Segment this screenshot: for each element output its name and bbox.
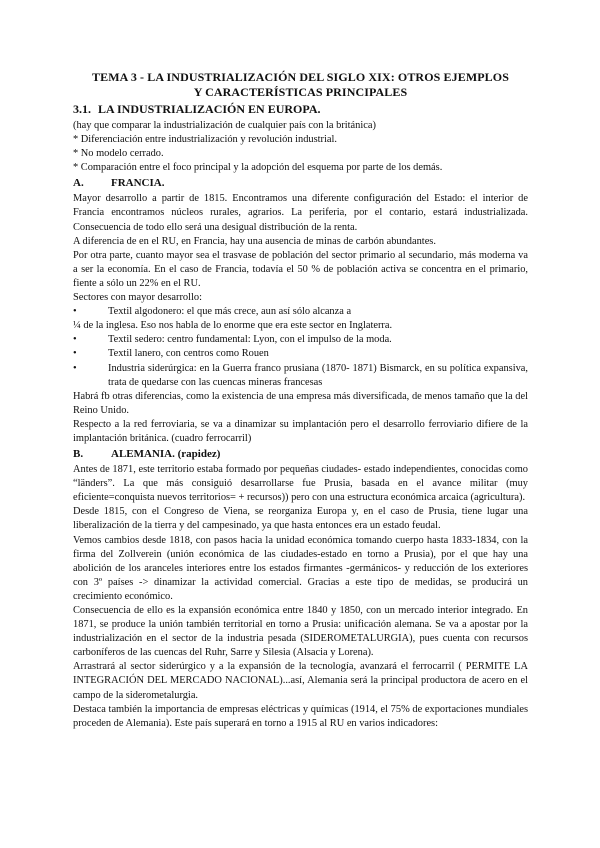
section-title: LA INDUSTRIALIZACIÓN EN EUROPA. [98,102,321,116]
subsection-alemania-heading [73,447,528,462]
bullet-mark: • [73,334,77,346]
intro-point-2: * No modelo cerrado. [73,148,164,160]
section-number: 3.1. [73,102,91,116]
alemania-paragraph-2: Desde 1815, con el Congreso de Viena, se reorganiza Europa y, en el caso de Prusia, tiene lugar una liberalización de la tierra y del campesinado, ya que hasta entonces era un estado feudal. [73,506,528,532]
bullet-item [73,347,528,361]
bullet-item [73,333,528,347]
francia-bullet-continuation: ¼ de la inglesa. Eso nos habla de lo enorme que era este sector en Inglaterra. [73,320,393,332]
section-heading [73,102,528,117]
alemania-paragraph-6: Destaca también la importancia de empresas eléctricas y químicas (1914, el 75% de exportaciones mundiales proceden de Alemania). Este país superará en torno a 1915 al RU en varios indicadores: [73,703,528,729]
francia-paragraph-4: Sectores con mayor desarrollo: [73,292,202,304]
bullet-text: Industria siderúrgica: en la Guerra franco prusiana (1870- 1871) Bismarck, en su política expansiva, trata de quedarse con las cuencas mineras francesas [108,362,528,388]
subsection-title: FRANCIA. [111,177,165,190]
francia-paragraph-6: Respecto a la red ferroviaria, se va a dinamizar su implantación pero el desarrollo ferroviario difiere de la implantación británica. (cuadro ferrocarril) [73,418,528,444]
francia-paragraph-5: Habrá fb otras diferencias, como la existencia de una empresa más diversificada, de menos tamaño que la del Reino Unido. [73,390,528,416]
subsection-title: ALEMANIA. (rapidez) [111,448,221,461]
bullet-item [73,362,528,390]
alemania-paragraph-5: Arrastrará al sector siderúrgico y a la expansión de la tecnología, avanzará el ferrocarril ( PERMITE LA INTEGRACIÓN DEL MERCADO NACIONAL)...así, Alemania será la principal productora de acero en el campo de la siderometalurgia. [73,661,528,701]
alemania-paragraph-4: Consecuencia de ello es la expansión económica entre 1840 y 1850, con un mercado interior integrado. En 1871, se produce la unión también territorial en torno a Prusia: unificación alemana. Se va a apostar por la industrialización en el sector de la industria pesada (SIDEROMETALURGIA), pues cuenta con recursos carboníferos de las cuencas del Ruhr, Sarre y Silesia (Alsacia y Lorena). [73,605,528,659]
alemania-paragraph-3: Vemos cambios desde 1818, con pasos hacia la unidad económica tomando cuerpo hasta 1833-1834, con la firma del Zollverein (unión económica de las ciudades-estado en torno a Prusia), por el que hay una abolición de los aranceles interiores entre los estados firmantes -germánicos- y reducción de los exteriores con 3º países -> dinamizar la actividad comercial. Gracias a este tipo de medidas, se producirá un crecimiento económico. [73,534,528,602]
bullet-text: Textil lanero, con centros como Rouen [108,348,269,360]
francia-paragraph-1: Mayor desarrollo a partir de 1815. Encontramos una diferente configuración del Estado: el interior de Francia encontramos núcleos rurales, agrarios. La periferia, por el contario, estará industrializada. Consecuencia de todo ello será una desigual distribución de la renta. [73,193,528,233]
subsection-letter: A. [73,177,84,190]
subsection-francia-heading [73,176,528,191]
document-title [73,70,528,100]
intro-point-1: * Diferenciación entre industrialización y revolución industrial. [73,134,338,146]
bullet-mark: • [73,306,77,318]
bullet-mark: • [73,362,77,374]
bullet-item [73,305,528,319]
francia-paragraph-2: A diferencia de en el RU, en Francia, hay una ausencia de minas de carbón abundantes. [73,235,436,247]
title-line-2: Y CARACTERÍSTICAS PRINCIPALES [193,85,408,99]
bullet-mark: • [73,348,77,360]
alemania-paragraph-1: Antes de 1871, este territorio estaba formado por pequeñas ciudades- estado independientes, conocidas como “länders”. La que más consiguió desarrollarse fue Prusia, basada en el avance militar (muy eficiente=conquista nuevos territorios= + recursos)) pero con una estructura económica arcaica (agricultura). [73,464,528,504]
francia-paragraph-3: Por otra parte, cuanto mayor sea el trasvase de población del sector primario al secundario, más moderna va a ser la economía. En el caso de Francia, todavía el 50 % de población activa se concentra en el primario, fiente a sólo un 22% en el RU. [73,249,528,289]
bullet-text: Textil algodonero: el que más crece, aun así sólo alcanza a [108,306,352,318]
bullet-text: Textil sedero: centro fundamental: Lyon, con el impulso de la moda. [108,334,392,346]
subsection-letter: B. [73,448,84,461]
intro-note: (hay que comparar la industrialización de cualquier país con la británica) [73,120,376,131]
intro-point-3: * Comparación entre el foco principal y la adopción del esquema por parte de los demás. [73,162,443,174]
title-line-1: TEMA 3 - LA INDUSTRIALIZACIÓN DEL SIGLO XIX: OTROS EJEMPLOS [92,70,509,84]
